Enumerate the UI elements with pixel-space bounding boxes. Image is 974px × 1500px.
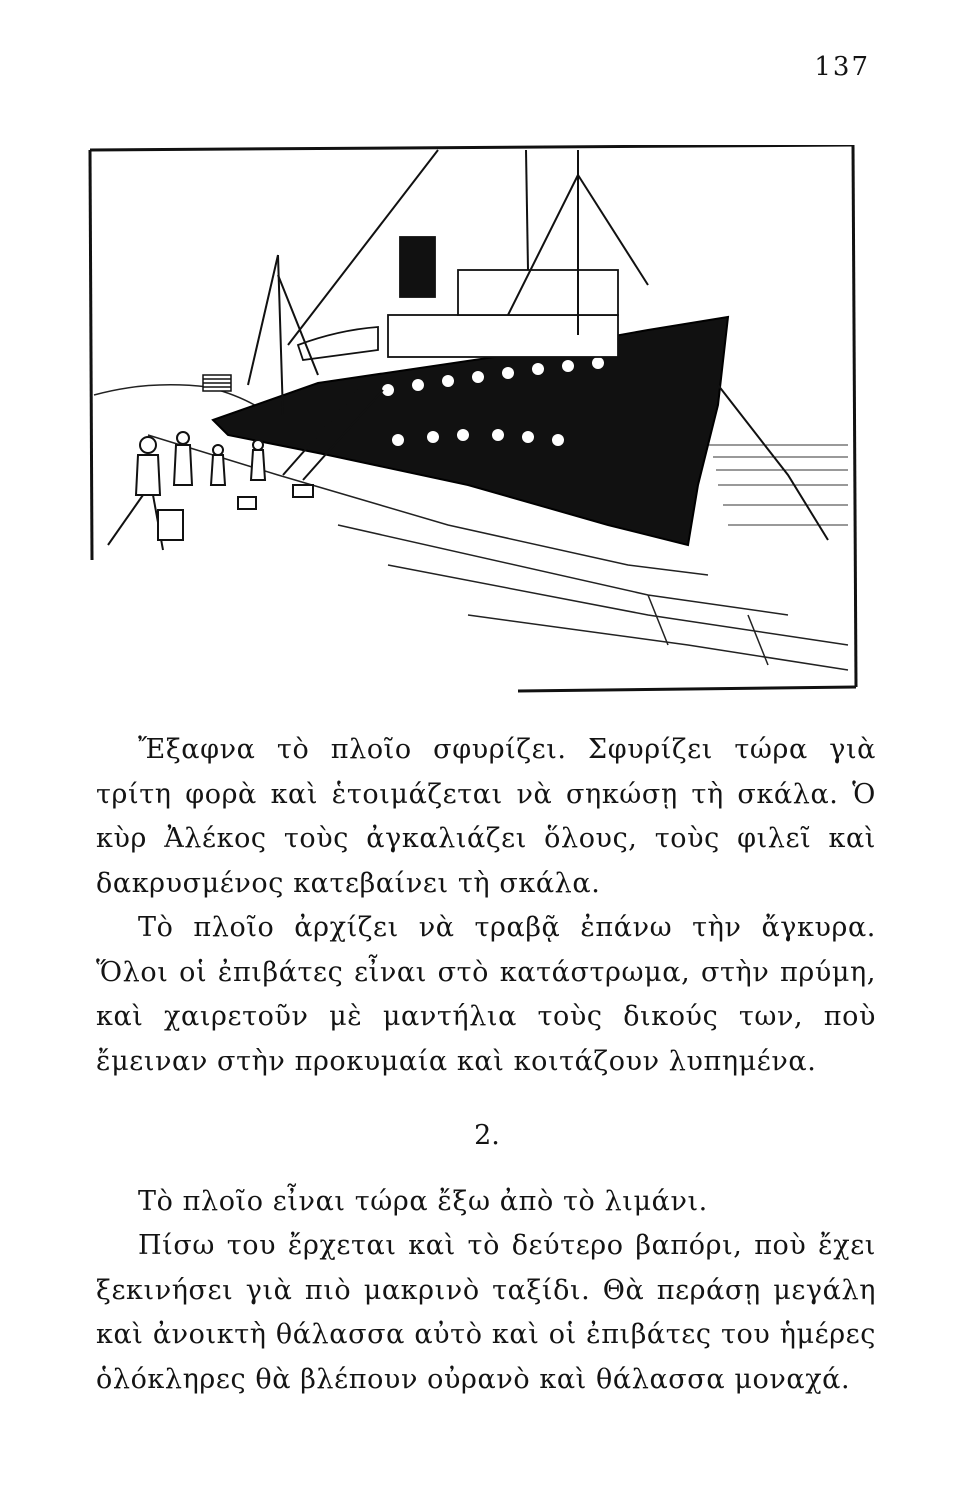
quay-figures (108, 432, 313, 550)
paragraph-1: Ἔξαφνα τὸ πλοῖο σφυρίζει. Σφυρίζει τώρα γιὰ τρίτη φορὰ καὶ ἑτοιμάζεται νὰ σηκώσῃ τὴ σκάλα. Ὁ κὺρ Ἀλέκος τοὺς ἀγκαλιάζει ὅλους, τοὺς φιλεῖ καὶ δακρυσμένος κατεβαίνει τὴ σκάλα. (96, 734, 876, 899)
flag (203, 375, 231, 391)
steamship-illustration (88, 145, 860, 695)
ship-drawing (88, 145, 860, 695)
page-number: 137 (814, 52, 870, 82)
sea-hatching (708, 445, 848, 525)
anchor-chain (718, 385, 828, 540)
paragraph-3: Τὸ πλοῖο εἶναι τώρα ἔξω ἀπὸ τὸ λιμάνι. (138, 1186, 708, 1217)
superstructure (298, 237, 618, 360)
paragraph-4: Πίσω του ἔρχεται καὶ τὸ δεύτερο βαπόρι, ποὺ ἔχει ξεκινήσει γιὰ πιὸ μακρινὸ ταξίδι. Θὰ περάσῃ μεγάλη καὶ ἀνοικτὴ θάλασσα αὐτὸ καὶ οἱ ἐπιβάτες του ἡμέρες ὁλόκληρες θὰ βλέπουν οὐρανὸ καὶ θάλασσα μοναχά. (96, 1230, 876, 1395)
section-number: 2. (474, 1120, 500, 1151)
paragraph-2: Τὸ πλοῖο ἀρχίζει νὰ τραβᾷ ἐπάνω τὴν ἄγκυρα. Ὅλοι οἱ ἐπιβάτες εἶναι στὸ κατάστρωμα, στὴν πρύμη, καὶ χαιρετοῦν μὲ μαντήλια τοὺς δικούς των, ποὺ ἔμειναν στὴν προκυμαία καὶ κοιτάζουν λυπημένα. (96, 912, 876, 1077)
hills (94, 385, 258, 407)
